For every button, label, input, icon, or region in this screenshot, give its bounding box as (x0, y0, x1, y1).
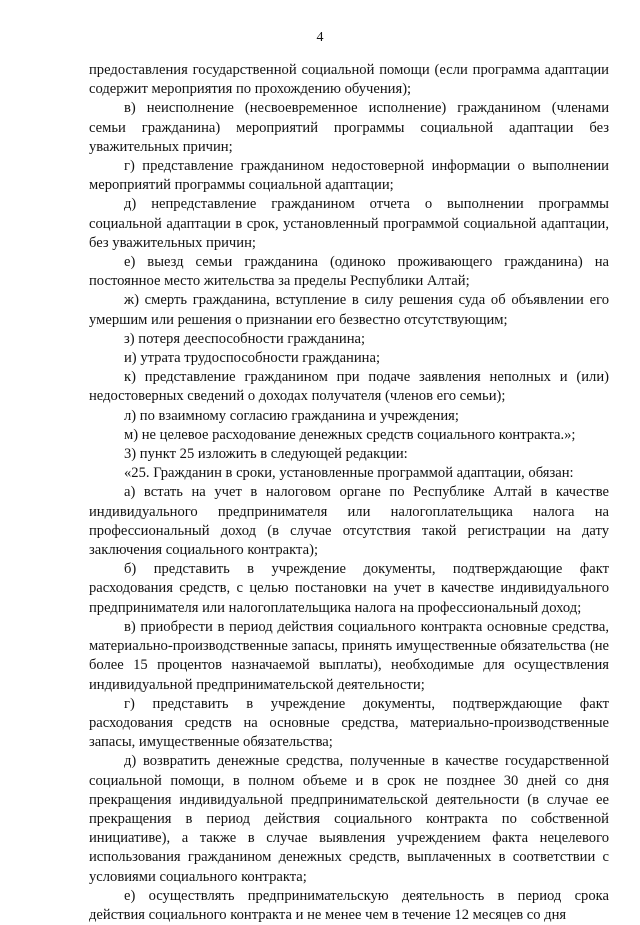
paragraph-item-m: м) не целевое расходование денежных средств социального контракта.»; (124, 426, 576, 443)
paragraph-point-3: 3) пункт 25 изложить в следующей редакции: (124, 446, 408, 463)
paragraph-item-i: и) утрата трудоспособности гражданина; (124, 350, 381, 367)
paragraph-continuation: предоставления государственной социальной помощи (если программа адаптации содержит мероприятия по прохождению обучения); (89, 62, 609, 98)
paragraph-item-zh: ж) смерть гражданина, вступление в силу решения суда об объявлении его умершим или решения о признании его безвестно отсутствующим; (89, 292, 609, 328)
paragraph-obligation-b: б) представить в учреждение документы, подтверждающие факт расходования средств, с целью постановки на учет в качестве индивидуального предпринимателя или налогоплательщика налога на профессиональный доход; (89, 561, 609, 616)
paragraph-clause-25: «25. Гражданин в сроки, установленные программой адаптации, обязан: (124, 465, 574, 482)
paragraph-item-l: л) по взаимному согласию гражданина и учреждения; (124, 407, 459, 424)
paragraph-obligation-g: г) представить в учреждение документы, подтверждающие факт расходования средств на основные средства, материально-производственные запасы, имущественные обязательства; (89, 695, 609, 751)
paragraph-obligation-a: а) встать на учет в налоговом органе по Республике Алтай в качестве индивидуального предпринимателя или налогоплательщика налога на профессиональный доход (в случае отсутствия такой регистрации на дату заключения социального контракта); (89, 484, 609, 559)
paragraph-item-z: з) потеря дееспособности гражданина; (124, 330, 366, 347)
paragraph-obligation-v: в) приобрести в период действия социального контракта основные средства, материально-производственные запасы, принять имущественные обязательства (не более 15 процентов назначаемой выплаты), необходимые для осуществления индивидуальной предпринимательской деятельности; (89, 618, 609, 693)
paragraph-obligation-e: е) осуществлять предпринимательскую деятельность в период срока действия социального контракта и не менее чем в течение 12 месяцев со дня (89, 887, 609, 923)
paragraph-item-e: е) выезд семьи гражданина (одиноко проживающего гражданина) на постоянное место жительства за пределы Республики Алтай; (89, 254, 609, 290)
paragraph-item-d: д) непредставление гражданином отчета о выполнении программы социальной адаптации в срок, установленный программой социальной адаптации, без уважительных причин; (89, 196, 609, 251)
document-body (89, 61, 609, 925)
page-number: 4 (316, 30, 324, 45)
paragraph-item-k: к) представление гражданином при подаче заявления неполных и (или) недостоверных сведений о доходах получателя (членов его семьи); (89, 369, 609, 405)
paragraph-obligation-d: д) возвратить денежные средства, полученные в качестве государственной социальной помощи, в полном объеме и в срок не позднее 30 дней со дня прекращения индивидуальной предпринимательской деятельности (в случае ее прекращения в период действия социального контракта по собственной инициативе), а также в случае выявления учреждением факта нецелевого использования гражданином денежных средств, выплаченных в соответствии с условиями социального контракта; (89, 753, 609, 885)
paragraph-item-v: в) неисполнение (несвоевременное исполнение) гражданином (членами семьи гражданина) мероприятий программы социальной адаптации без уважительных причин; (89, 100, 609, 155)
paragraph-item-g: г) представление гражданином недостоверной информации о выполнении мероприятий программы социальной адаптации; (89, 158, 609, 194)
